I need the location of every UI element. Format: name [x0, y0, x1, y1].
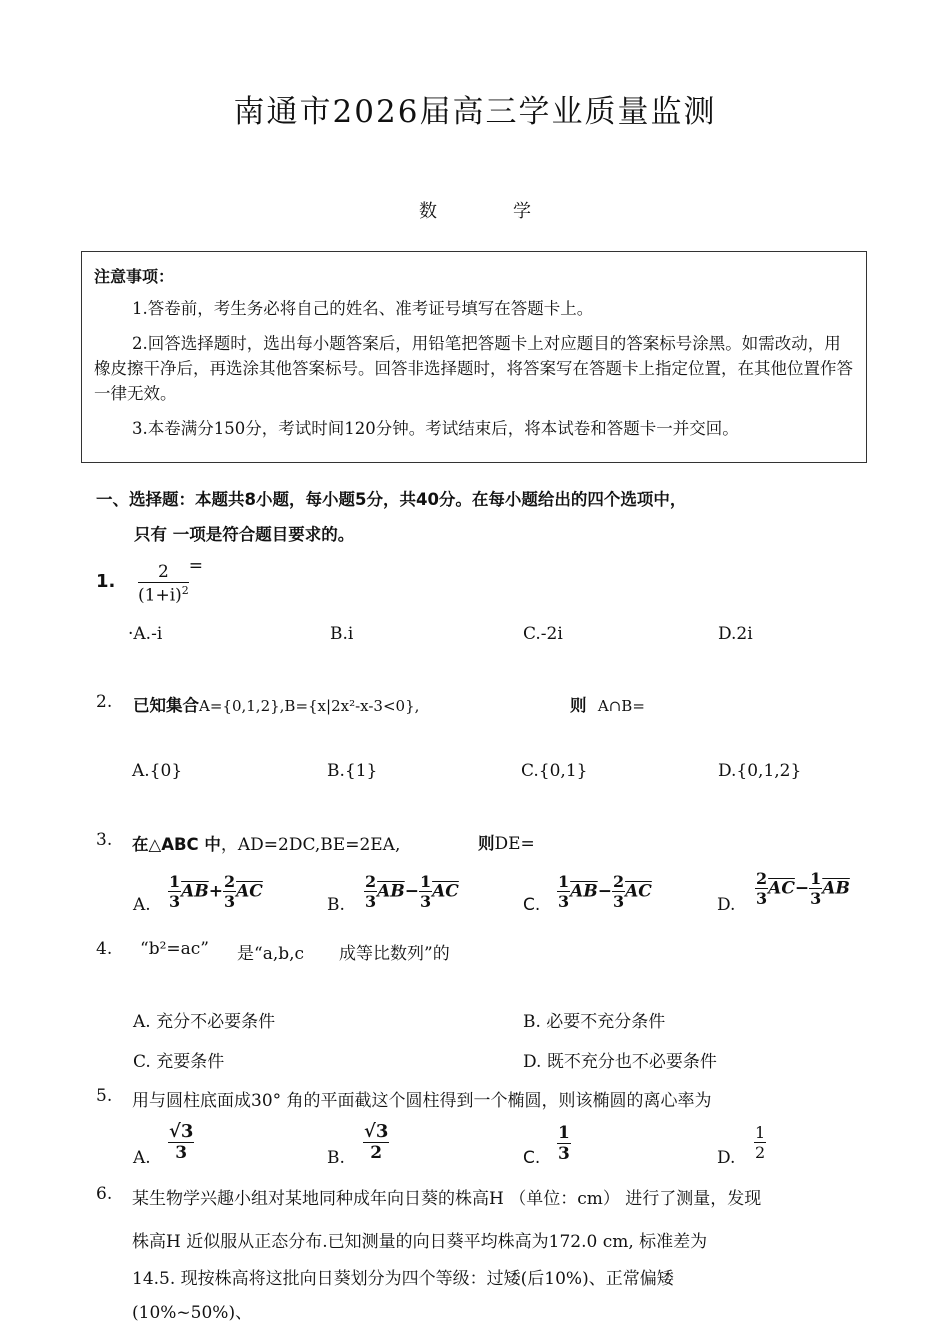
q4-part3: 成等比数列”的: [339, 944, 450, 964]
fraction-denominator: 2: [370, 1143, 383, 1163]
fraction: [168, 874, 181, 910]
page-title: 南通市2026届高三学业质量监测: [233, 94, 717, 130]
q6-line1: 某生物学兴趣小组对某地同种成年向日葵的株高H （单位：cm） 进行了测量，发现: [132, 1189, 762, 1209]
fraction-denominator: 3: [558, 892, 570, 911]
fraction: [557, 1125, 571, 1163]
q1-exponent: 2: [181, 584, 189, 598]
fraction-numerator: 2: [612, 872, 625, 891]
fraction-denominator: 3: [223, 892, 236, 911]
fraction-numerator: 1: [810, 869, 822, 888]
fraction-denominator: 3: [810, 889, 822, 908]
q2-option-a: A.{0}: [132, 761, 183, 781]
vector: $\overline{AB}$: [377, 881, 405, 902]
q1-option-b: B.i: [330, 624, 354, 644]
fraction-denominator: 3: [756, 889, 768, 908]
q5-option-b-letter: B.: [327, 1148, 345, 1168]
vector: $\overline{AB}$: [570, 881, 598, 902]
q5-option-d-letter: D.: [717, 1148, 736, 1168]
q3-option-c: [557, 874, 652, 910]
q2-option-b: B.{1}: [327, 761, 378, 781]
q2-option-c: C.{0,1}: [521, 761, 588, 781]
q6-line2: 株高H 近似服从正态分布.已知测量的向日葵平均株高为172.0 cm, 标准差为: [132, 1232, 708, 1252]
q3-option-d: [755, 871, 850, 907]
fraction-numerator: 2: [756, 869, 768, 888]
notice-box: [81, 251, 867, 463]
q3-option-b: [364, 874, 459, 910]
operator: −: [794, 878, 810, 899]
q3-expr: DE=: [494, 834, 535, 854]
fraction: [168, 1123, 194, 1162]
fraction-denominator: 3: [169, 892, 181, 911]
vector: $\overline{AC}$: [236, 881, 263, 902]
fraction-denominator: 3: [419, 892, 432, 911]
q1-numerator: 2: [138, 564, 189, 583]
fraction: [223, 874, 236, 910]
operator: −: [597, 881, 612, 902]
q1-equals: =: [188, 556, 204, 576]
q2-sets: A={0,1,2},B={x|2x²-x-3<0},: [199, 697, 420, 715]
vector: $\overline{AC}$: [625, 881, 652, 902]
fraction-denominator: 2: [755, 1143, 766, 1162]
q1-denominator: [138, 583, 189, 605]
notice-item: 2.回答选择题时，选出每小题答案后，用铅笔把答题卡上对应题目的答案标号涂黑。如需改动，用橡皮擦干净后，再选涂其他答案标号。回答非选择题时，将答案写在答题卡上指定位置，在其他位置作答一律无效。: [94, 334, 853, 403]
q1-expression: [138, 556, 203, 605]
question-number: 6.: [96, 1184, 113, 1204]
fraction-numerator: 1: [755, 1123, 766, 1142]
q2-then-word: 则: [570, 696, 587, 715]
q3-option-a-letter: A.: [133, 895, 151, 915]
q5-stem: 用与圆柱底面成30° 角的平面截这个圆柱得到一个椭圆，则该椭圆的离心率为: [132, 1091, 712, 1111]
q2-stem: [133, 692, 419, 716]
notice-item: 1.答卷前，考生务必将自己的姓名、准考证号填写在答题卡上。: [132, 299, 594, 318]
notice-item: 3.本卷满分150分，考试时间120分钟。考试结束后，将本试卷和答题卡一并交回。: [132, 419, 739, 438]
q3-then-word: 则: [478, 834, 495, 853]
q3-option-b-letter: B.: [327, 895, 345, 915]
operator: −: [404, 881, 419, 902]
q1-option-d: D.2i: [718, 624, 753, 644]
fraction-denominator: 3: [612, 892, 625, 911]
q2-then: [570, 692, 645, 716]
fraction-numerator: 1: [558, 1123, 570, 1143]
vector: $\overline{AC}$: [768, 878, 795, 899]
fraction-denominator: 3: [175, 1143, 188, 1163]
q5-option-b: [363, 1123, 389, 1162]
q2-expr: A∩B=: [597, 697, 645, 715]
q2-option-d: D.{0,1,2}: [718, 761, 802, 781]
fraction: [419, 874, 432, 910]
fraction-denominator: 3: [365, 892, 377, 911]
q3-lead: 在△ABC 中: [132, 835, 221, 854]
q1-fraction: [138, 564, 189, 605]
fraction-numerator: 2: [365, 872, 377, 891]
q5-option-c-letter: C.: [523, 1148, 541, 1168]
question-number: 2.: [96, 692, 113, 712]
question-number: 4.: [96, 939, 113, 959]
fraction: [612, 874, 625, 910]
question-number: 5.: [96, 1086, 113, 1106]
q1-option-c: C.-2i: [523, 624, 563, 644]
q1-denominator-base: (1+i): [138, 585, 182, 606]
fraction: [363, 1123, 389, 1162]
fraction: [557, 874, 570, 910]
vector: $\overline{AB}$: [181, 881, 209, 902]
subject-heading: [0, 197, 950, 223]
q5-option-c: [557, 1125, 571, 1163]
q5-option-a-letter: A.: [133, 1148, 151, 1168]
section-heading-line1: 一、选择题：本题共8小题，每小题5分，共40分。在每小题给出的四个选项中，: [96, 490, 687, 509]
question-number: 3.: [96, 830, 113, 850]
fraction: [809, 871, 822, 907]
subject-char: 数: [419, 201, 437, 222]
q6-line4: (10%~50%)、: [132, 1303, 253, 1323]
q3-option-c-letter: C.: [523, 895, 541, 915]
q4-part2: 是“a,b,c: [237, 944, 305, 964]
question-number: 1.: [96, 571, 116, 592]
fraction-numerator: 1: [169, 872, 181, 891]
fraction: [754, 1125, 766, 1161]
vector: $\overline{AB}$: [822, 878, 850, 899]
fraction: [364, 874, 377, 910]
fraction-numerator: 1: [419, 872, 432, 891]
q4-option-c: C. 充要条件: [133, 1052, 225, 1072]
operator: +: [208, 881, 223, 902]
fraction-numerator: √3: [169, 1121, 194, 1142]
q2-lead: 已知集合: [133, 696, 199, 715]
notice-heading: 注意事项：: [94, 267, 175, 286]
fraction-denominator: 3: [558, 1144, 570, 1164]
q5-option-d: [754, 1125, 766, 1161]
q3-cond: ，AD=2DC,BE=2EA,: [220, 835, 401, 855]
q4-part1: “b²=ac”: [140, 939, 209, 959]
q4-option-a: A. 充分不必要条件: [133, 1012, 276, 1032]
fraction: [755, 871, 768, 907]
fraction-numerator: 2: [223, 872, 236, 891]
vector: $\overline{AC}$: [432, 881, 459, 902]
q3-option-a: [168, 874, 263, 910]
fraction-numerator: √3: [364, 1121, 389, 1142]
section-heading-line2: 只有 一项是符合题目要求的。: [134, 525, 355, 544]
q1-option-a: ·A.-i: [128, 624, 163, 644]
q6-line3: 14.5. 现按株高将这批向日葵划分为四个等级：过矮(后10%)、正常偏矮: [132, 1269, 674, 1289]
q3-stem: [132, 830, 400, 855]
q5-option-a: [168, 1123, 194, 1162]
subject-char: 学: [513, 201, 531, 222]
fraction-numerator: 1: [558, 872, 570, 891]
q3-option-d-letter: D.: [717, 895, 736, 915]
q4-option-d: D. 既不充分也不必要条件: [523, 1052, 717, 1072]
q4-option-b: B. 必要不充分条件: [523, 1012, 666, 1032]
q3-then: [478, 830, 535, 854]
